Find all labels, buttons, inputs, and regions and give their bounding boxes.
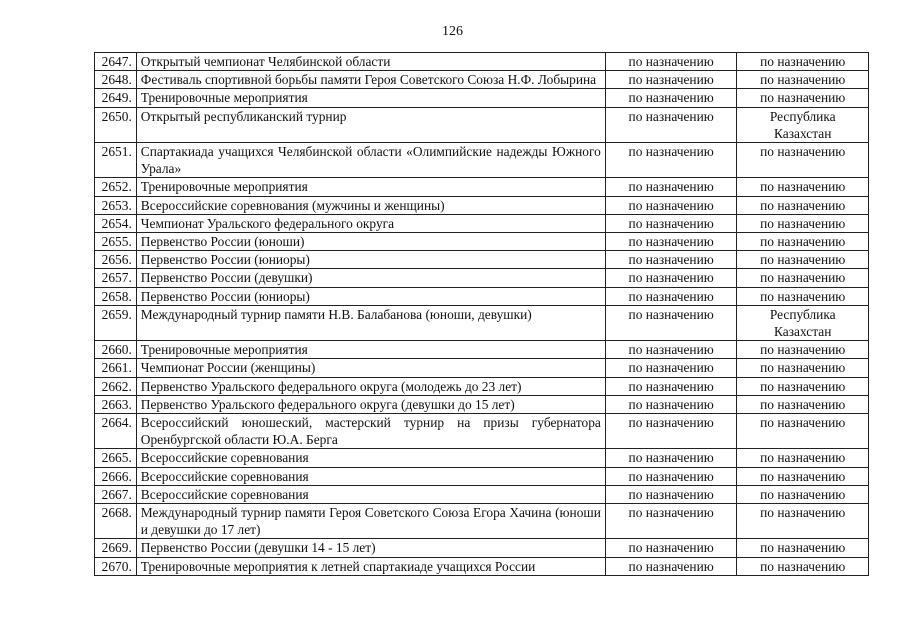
table-row [95,414,869,449]
table-row [95,504,869,539]
table-row [95,395,869,413]
row-number: 2653. [95,196,137,214]
event-location: по назначению [737,504,869,539]
event-date: по назначению [605,251,737,269]
row-number: 2670. [95,557,137,575]
table-row [95,107,869,142]
event-date: по назначению [605,557,737,575]
table-row [95,53,869,71]
event-date: по назначению [605,504,737,539]
event-location: по назначению [737,359,869,377]
event-name: Всероссийские соревнования [136,467,605,485]
event-date: по назначению [605,467,737,485]
event-date: по назначению [605,178,737,196]
table-row [95,214,869,232]
event-date: по назначению [605,539,737,557]
row-number: 2655. [95,233,137,251]
event-date: по назначению [605,196,737,214]
event-location: по назначению [737,539,869,557]
event-name: Тренировочные мероприятия [136,341,605,359]
event-date: по назначению [605,287,737,305]
event-location: по назначению [737,178,869,196]
table-row [95,71,869,89]
event-date: по назначению [605,214,737,232]
event-date: по назначению [605,485,737,503]
event-date: по назначению [605,305,737,340]
event-name: Чемпионат Уральского федерального округа [136,214,605,232]
event-location: по назначению [737,233,869,251]
row-number: 2651. [95,143,137,178]
events-table [94,52,869,576]
table-row [95,196,869,214]
event-date: по назначению [605,53,737,71]
event-name: Всероссийские соревнования [136,485,605,503]
event-name: Первенство России (девушки) [136,269,605,287]
event-date: по назначению [605,143,737,178]
event-name: Тренировочные мероприятия к летней спартакиаде учащихся России [136,557,605,575]
event-name: Всероссийский юношеский, мастерский турнир на призы губернатора Оренбургской области Ю.А. Берга [136,414,605,449]
row-number: 2664. [95,414,137,449]
row-number: 2650. [95,107,137,142]
events-table-body [95,53,869,576]
event-date: по назначению [605,71,737,89]
event-location: по назначению [737,196,869,214]
row-number: 2654. [95,214,137,232]
event-name: Спартакиада учащихся Челябинской области «Олимпийские надежды Южного Урала» [136,143,605,178]
table-row [95,467,869,485]
event-name: Тренировочные мероприятия [136,178,605,196]
row-number: 2665. [95,449,137,467]
table-row [95,269,869,287]
event-location: по назначению [737,287,869,305]
row-number: 2657. [95,269,137,287]
event-name: Всероссийские соревнования (мужчины и женщины) [136,196,605,214]
event-name: Открытый чемпионат Челябинской области [136,53,605,71]
event-location: по назначению [737,269,869,287]
row-number: 2658. [95,287,137,305]
event-name: Чемпионат России (женщины) [136,359,605,377]
event-date: по назначению [605,359,737,377]
table-row [95,377,869,395]
event-name: Всероссийские соревнования [136,449,605,467]
event-name: Первенство России (юниоры) [136,251,605,269]
event-date: по назначению [605,377,737,395]
event-name: Первенство России (юниоры) [136,287,605,305]
page-number: 126 [442,24,463,39]
table-row [95,287,869,305]
event-location: по назначению [737,214,869,232]
event-name: Первенство Уральского федерального округа (девушки до 15 лет) [136,395,605,413]
event-location: Республика Казахстан [737,305,869,340]
table-row [95,557,869,575]
row-number: 2648. [95,71,137,89]
event-location: по назначению [737,89,869,107]
row-number: 2661. [95,359,137,377]
row-number: 2666. [95,467,137,485]
row-number: 2660. [95,341,137,359]
event-name: Международный турнир памяти Н.В. Балабанова (юноши, девушки) [136,305,605,340]
row-number: 2659. [95,305,137,340]
event-date: по назначению [605,395,737,413]
table-row [95,305,869,340]
event-location: по назначению [737,467,869,485]
event-location: по назначению [737,377,869,395]
event-date: по назначению [605,269,737,287]
event-name: Фестиваль спортивной борьбы памяти Героя Советского Союза Н.Ф. Лобырина [136,71,605,89]
event-name: Открытый республиканский турнир [136,107,605,142]
table-row [95,251,869,269]
event-location: по назначению [737,449,869,467]
event-location: по назначению [737,53,869,71]
event-location: по назначению [737,395,869,413]
event-location: по назначению [737,557,869,575]
table-row [95,233,869,251]
row-number: 2667. [95,485,137,503]
row-number: 2662. [95,377,137,395]
table-row [95,485,869,503]
event-location: по назначению [737,485,869,503]
event-location: по назначению [737,251,869,269]
row-number: 2649. [95,89,137,107]
event-location: Республика Казахстан [737,107,869,142]
event-name: Первенство России (девушки 14 - 15 лет) [136,539,605,557]
row-number: 2663. [95,395,137,413]
table-row [95,449,869,467]
row-number: 2668. [95,504,137,539]
event-date: по назначению [605,107,737,142]
event-date: по назначению [605,233,737,251]
table-row [95,539,869,557]
event-name: Международный турнир памяти Героя Советского Союза Егора Хачина (юноши и девушки до 17 лет) [136,504,605,539]
event-date: по назначению [605,89,737,107]
row-number: 2647. [95,53,137,71]
event-date: по назначению [605,414,737,449]
table-row [95,143,869,178]
table-row [95,359,869,377]
table-row [95,89,869,107]
table-row [95,341,869,359]
event-name: Первенство России (юноши) [136,233,605,251]
event-location: по назначению [737,71,869,89]
event-name: Тренировочные мероприятия [136,89,605,107]
event-location: по назначению [737,341,869,359]
event-location: по назначению [737,414,869,449]
row-number: 2652. [95,178,137,196]
event-date: по назначению [605,449,737,467]
event-name: Первенство Уральского федерального округа (молодежь до 23 лет) [136,377,605,395]
row-number: 2669. [95,539,137,557]
event-date: по назначению [605,341,737,359]
table-row [95,178,869,196]
row-number: 2656. [95,251,137,269]
event-location: по назначению [737,143,869,178]
